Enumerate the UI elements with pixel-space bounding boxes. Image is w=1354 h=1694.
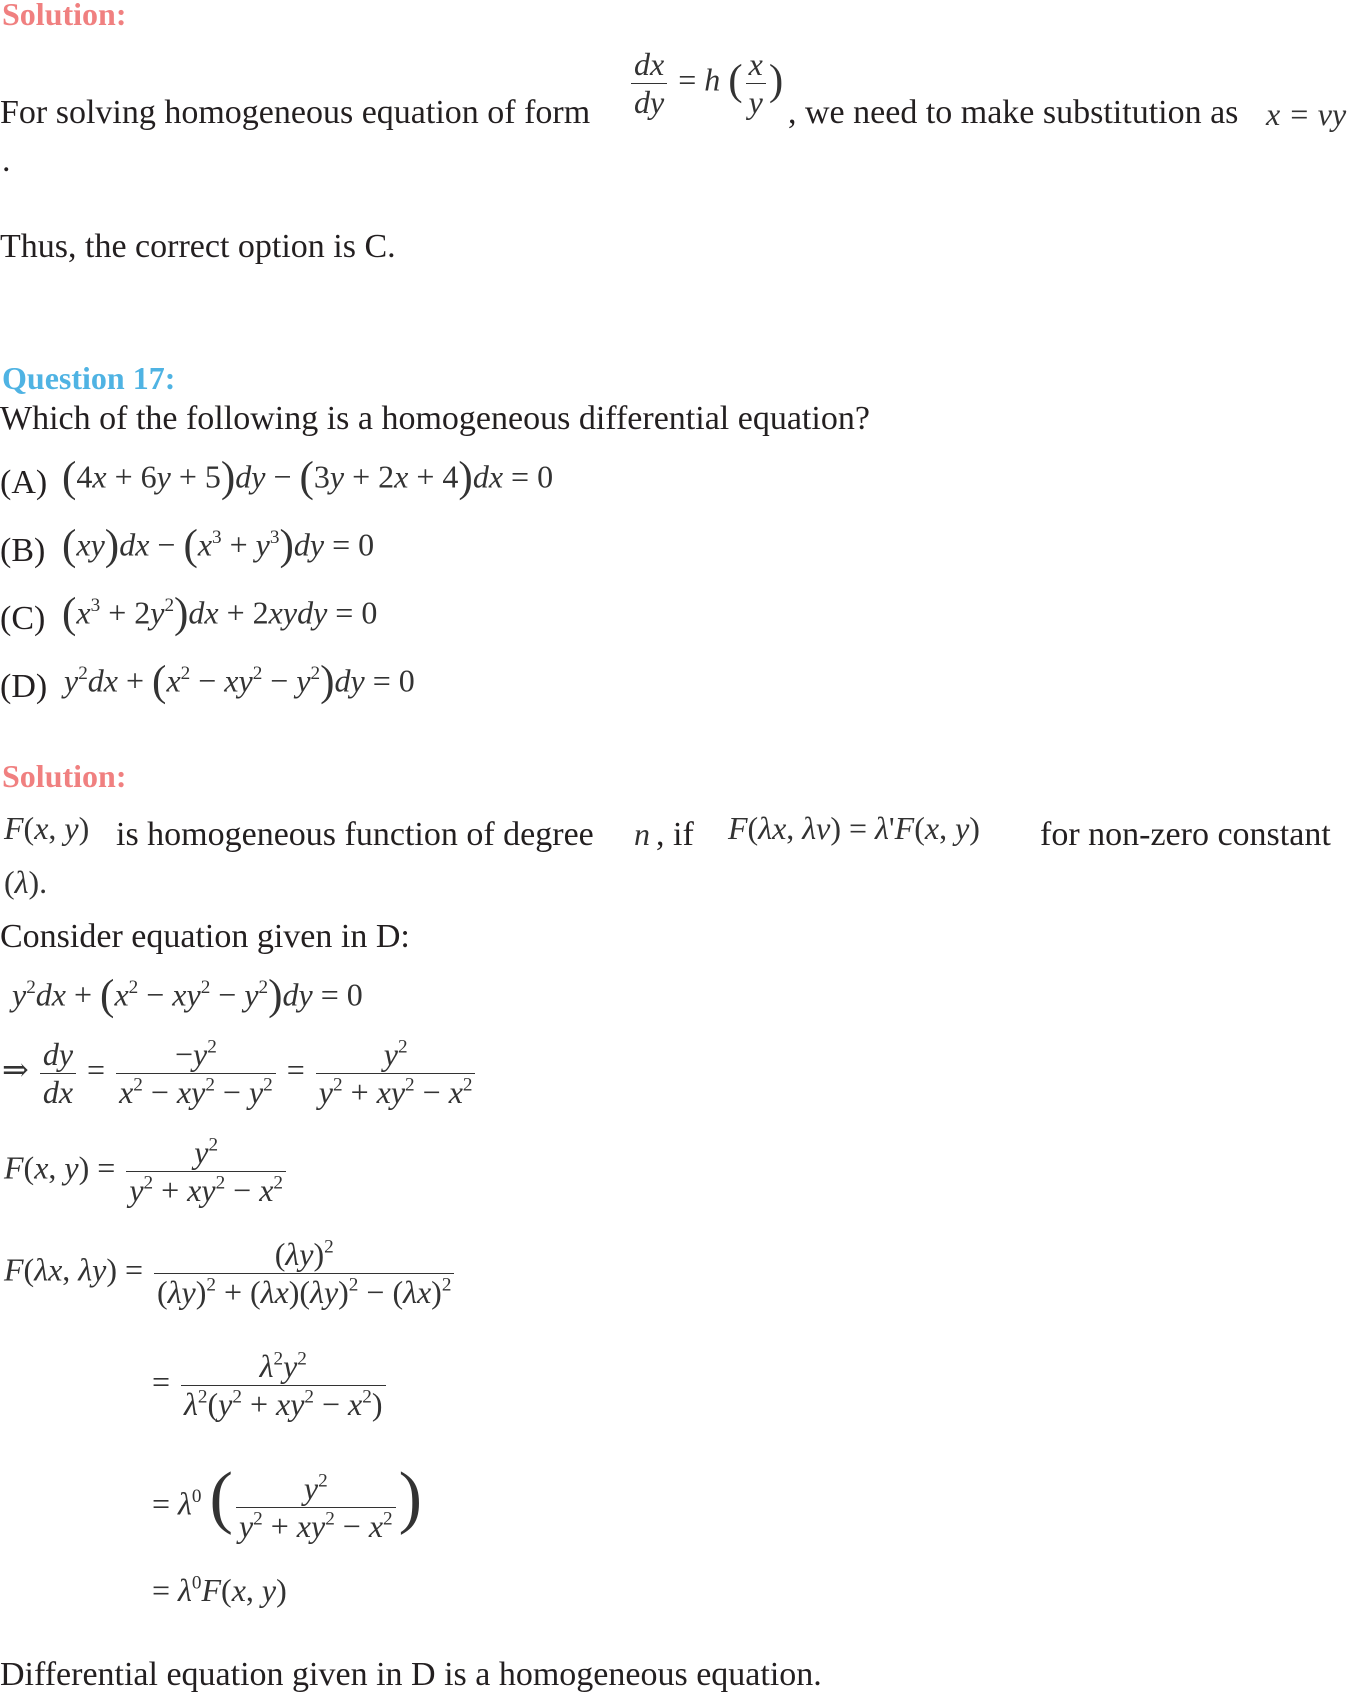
def-text-3: for non-zero constant: [1040, 816, 1331, 853]
option-b-label: (B): [0, 532, 46, 569]
step-f-definition: F(x, y) = $\frac{y^2}{y^2 + xy^2 - x^2}$: [4, 1134, 289, 1209]
homogeneous-form-text: For solving homogeneous equation of form: [0, 94, 591, 131]
def-text-1: is homogeneous function of degree: [116, 816, 594, 853]
def-degree-n: n: [634, 816, 650, 852]
final-statement: Differential equation given in D is a homogeneous equation.: [0, 1656, 822, 1693]
trailing-period: .: [2, 142, 11, 179]
option-a-equation: (4x + 6y + 5)dy − (3y + 2x + 4)dx = 0: [62, 454, 554, 501]
option-d-equation: $y^2dx + (x^2 - xy^2 - y^2)dy = 0$: [64, 658, 415, 705]
def-function-f: F(x, y): [4, 810, 90, 846]
question-prompt: Which of the following is a homogeneous differential equation?: [0, 400, 870, 437]
solution-2-heading: Solution:: [2, 758, 127, 794]
substitution-equation: x = vy: [1266, 96, 1347, 132]
consider-text: Consider equation given in D:: [0, 918, 410, 955]
option-c-equation: $(x^3 + 2y^2)dx$ + 2xydy = 0: [62, 590, 378, 637]
question-heading: Question 17:: [2, 360, 176, 396]
option-a-label: (A): [0, 464, 48, 501]
option-b-equation: $(xy)dx - (x^3 + y^3)dy = 0$: [62, 522, 375, 569]
homogeneous-form-equation: $\frac{dx}{dy}$ = h ( $\frac{x}{y}$ ): [628, 46, 783, 121]
step-f-lambda: F(λx, λy) = $\frac{(\lambda y)^2}{(\lambda y)^2 + (\lambda x)(\lambda y)^2 - (\lambda x)^2}$: [4, 1236, 457, 1311]
def-lambda: (λ).: [4, 864, 48, 900]
conclusion-text: Thus, the correct option is C.: [0, 228, 396, 265]
step-lambda-squared: = $\frac{\lambda^2y^2}{\lambda^2(y^2 + xy^2 - x^2)}$: [152, 1348, 389, 1423]
solution-heading: Solution:: [2, 0, 127, 32]
option-c-label: (C): [0, 600, 46, 637]
step-lambda-zero: = $\lambda^0$ ( $\frac{y^2}{y^2 + xy^2 - x^2}$ ): [152, 1458, 423, 1544]
substitution-text: , we need to make substitution as: [788, 94, 1239, 131]
option-d-label: (D): [0, 668, 48, 705]
step-equation-d: $y^2dx + (x^2 - xy^2 - y^2)dy = 0$: [12, 972, 363, 1019]
step-final-form: = $\lambda^0F(x$, y): [152, 1572, 287, 1608]
step-dydx-expression: ⇒ $\frac{dy}{dx}$ = $\frac{-y^2}{x^2 - xy^2 - y^2}$ = $\frac{y^2}{y^2 + xy^2 - x^2}$: [2, 1036, 478, 1111]
def-text-2: , if: [656, 816, 694, 853]
def-condition-equation: F(λx, λv) = λ'F(x, y): [728, 810, 980, 846]
